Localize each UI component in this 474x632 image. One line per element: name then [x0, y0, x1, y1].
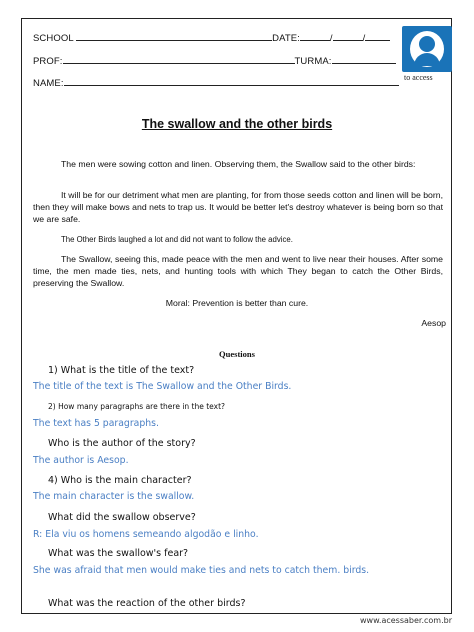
name-label: NAME: — [33, 78, 64, 89]
turma-label: TURMA: — [294, 56, 332, 67]
answer-1: The title of the text is The Swallow and the Other Birds. — [33, 381, 292, 392]
school-blank[interactable] — [76, 32, 272, 41]
date-label: DATE: — [272, 33, 300, 44]
answer-4: The main character is the swallow. — [33, 491, 195, 502]
logo-person-head-icon — [419, 36, 435, 52]
story-paragraph-3: The Other Birds laughed a lot and did not want to follow the advice. — [61, 235, 293, 244]
story-author: Aesop — [421, 318, 446, 328]
school-label: SCHOOL — [33, 33, 74, 44]
prof-line — [33, 55, 396, 67]
story-moral: Moral: Prevention is better than cure. — [165, 298, 309, 308]
story-paragraph-2: It will be for our detriment what men are planting, for from those seeds cotton and linen will be born, then they will make bows and nets to trap us. It would be better let's destroy whatever is being born so that we are safe. — [33, 190, 443, 224]
acessaber-logo — [402, 26, 452, 72]
question-3: Who is the author of the story? — [48, 438, 196, 449]
story-paragraph-4: The Swallow, seeing this, made peace with the men and went to live near their houses. After some time, the men made ties, nets, and hunting tools with which They began to catch the Other Birds, preserving the Swallow. — [33, 254, 443, 288]
question-7: What was the reaction of the other birds? — [48, 598, 246, 609]
date-month-blank[interactable] — [333, 32, 363, 41]
date-sep-2: / — [362, 33, 366, 44]
logo-caption: to access — [404, 73, 433, 82]
footer-url: www.acessaber.com.br — [360, 616, 452, 625]
turma-blank[interactable] — [332, 55, 396, 64]
questions-heading: Questions — [219, 349, 255, 359]
name-line — [33, 77, 399, 89]
school-line — [33, 32, 390, 44]
question-6: What was the swallow's fear? — [48, 548, 189, 559]
answer-3: The author is Aesop. — [33, 455, 129, 466]
prof-label: PROF: — [33, 56, 63, 67]
question-2: 2) How many paragraphs are there in the text? — [48, 402, 226, 411]
story-title: The swallow and the other birds — [141, 117, 333, 131]
date-year-blank[interactable] — [365, 32, 390, 41]
question-1: 1) What is the title of the text? — [48, 365, 195, 376]
name-blank[interactable] — [64, 77, 399, 86]
date-sep-1: / — [329, 33, 333, 44]
story-paragraph-1: The men were sowing cotton and linen. Observing them, the Swallow said to the other birds: — [61, 159, 416, 169]
worksheet-border — [21, 18, 452, 614]
question-4: 4) Who is the main character? — [48, 475, 192, 486]
date-day-blank[interactable] — [300, 32, 330, 41]
answer-2: The text has 5 paragraphs. — [33, 418, 159, 429]
question-5: What did the swallow observe? — [48, 512, 196, 523]
prof-blank[interactable] — [63, 55, 295, 64]
answer-6: She was afraid that men would make ties and nets to catch them. birds. — [33, 565, 370, 576]
answer-5: R: Ela viu os homens semeando algodão e linho. — [33, 529, 259, 540]
